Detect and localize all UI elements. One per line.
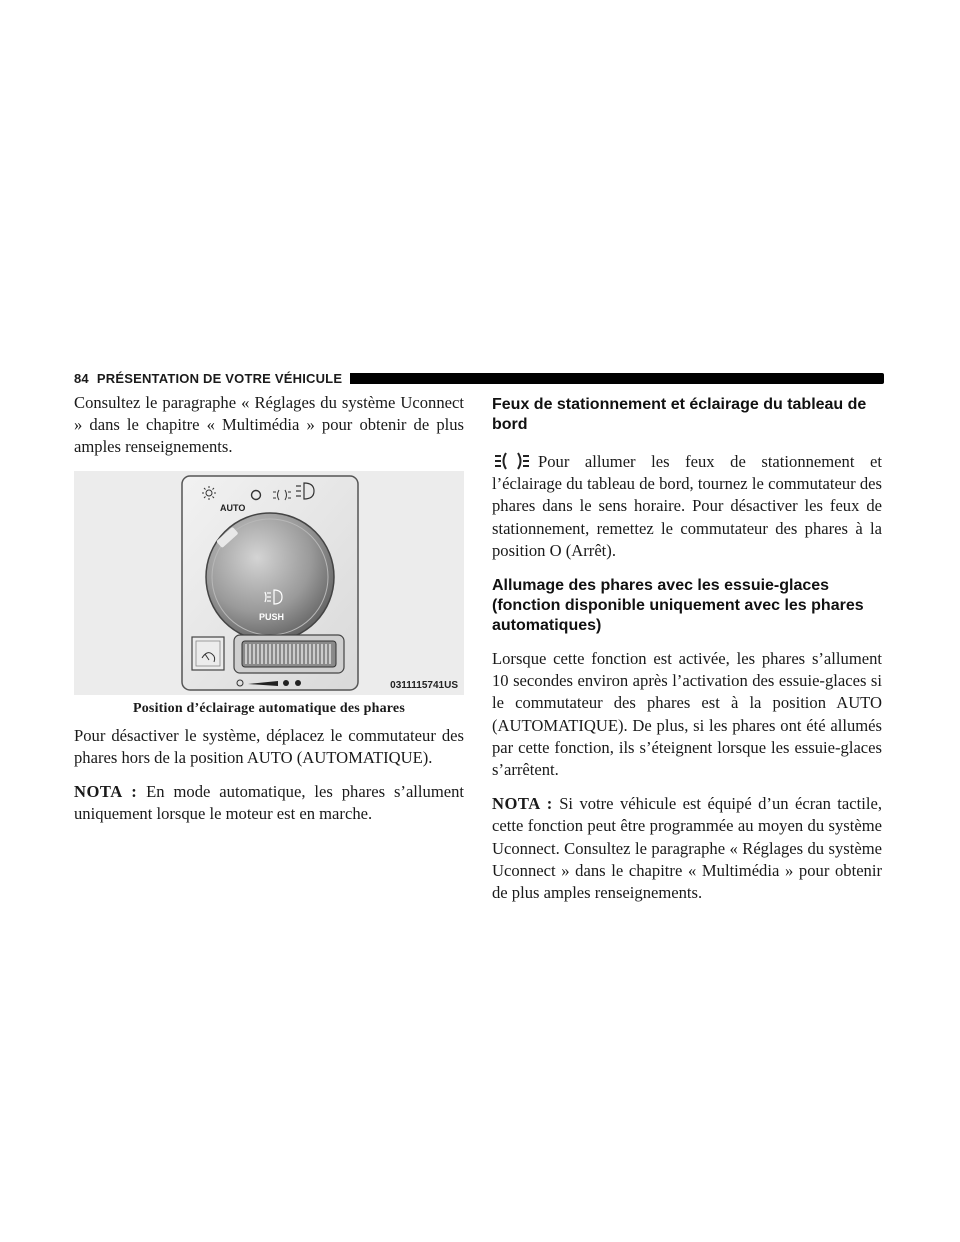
section-title: PRÉSENTATION DE VOTRE VÉHICULE — [96, 370, 343, 386]
left-column — [74, 392, 464, 825]
page-number: 84 — [74, 370, 89, 386]
nota-text: En mode automatique, les phares s’allument uniquement lorsque le moteur est en marche. — [74, 782, 465, 824]
nota-text-right: Si votre véhicule est équipé d’un écran tactile, cette fonction peut être programmée au moyen du système Uconnect. Consultez le paragraphe « Réglages du système Uconnect » dans le chapitre « Multimédia » pour obtenir de plus amples renseignements. — [492, 794, 882, 903]
auto-label: AUTO — [220, 502, 246, 513]
header-rule — [350, 373, 884, 384]
intro-paragraph: Consultez le paragraphe « Réglages du système Uconnect » dans le chapitre « Multimédia » pour obtenir de plus amples renseignements. — [74, 393, 464, 457]
right-column — [492, 392, 882, 904]
nota-paragraph-right — [492, 793, 882, 904]
figure-caption: Position d’éclairage automatique des phares — [132, 700, 405, 716]
page-header — [74, 368, 884, 388]
nota-label-right: NOTA : — [492, 794, 553, 814]
disable-paragraph: Pour désactiver le système, déplacez le commutateur des phares hors de la position AUTO (AUTOMATIQUE). — [74, 725, 464, 767]
wiper-headlights-heading: Allumage des phares avec les essuie-glaces (fonction disponible uniquement avec les phares automatiques) — [492, 577, 864, 635]
nota-label: NOTA : — [74, 782, 138, 802]
figure-code: 0311115741US — [390, 679, 458, 691]
parking-lights-heading: Feux de stationnement et éclairage du tableau de bord — [492, 396, 867, 433]
fuel-door-button — [192, 637, 224, 670]
push-label: PUSH — [259, 611, 285, 622]
wiper-headlights-paragraph: Lorsque cette fonction est activée, les phares s’allument 10 secondes environ après l’activation des essuie-glaces si le commutateur des phares est à la position AUTO (AUTOMATIQUE). De plus, si les phares ont été allumés par cette fonction, ils s’éteignent lorsque les essuie-glaces s’arrêtent. — [492, 649, 882, 780]
parking-lights-text: Pour allumer les feux de stationnement et l’éclairage du tableau de bord, tournez le commutateur des phares dans le sens horaire. Pour désactiver les feux de stationnement, remettez le commutateur des phares à la position O (Arrêt). — [492, 452, 882, 560]
headlamp-switch-figure — [74, 471, 464, 695]
parking-lights-paragraph — [492, 451, 882, 562]
nota-paragraph — [74, 781, 464, 825]
headlamp-switch-illustration — [74, 471, 464, 695]
parking-lamp-symbol-icon — [492, 450, 532, 472]
